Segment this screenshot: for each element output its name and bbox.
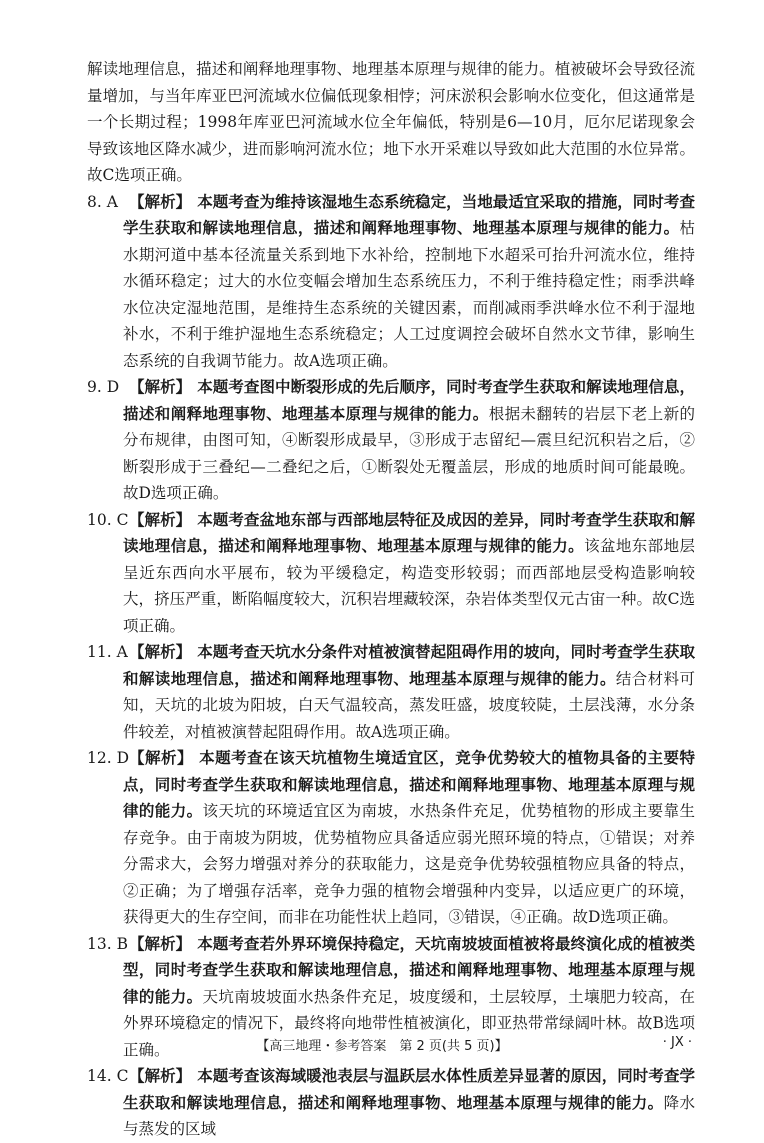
answer-body: 天坑南坡坡面水热条件充足，坡度缓和，土层较厚，土壤肥力较高，在外界环境稳定的情况下，最终将向地带性植被演化，即亚热带常绿阔叶林。故B选项正确。: [123, 987, 695, 1059]
answer-body: 根据未翻转的岩层下老上新的分布规律，由图可知，④断裂形成最早，③形成于志留纪—震旦纪沉积岩之后，②断裂形成于三叠纪—二叠纪之后，①断裂处无覆盖层，形成的地质时间可能最晚。故D选项正确。: [123, 404, 695, 502]
analysis-tag: 【解析】: [129, 748, 194, 767]
answer-lead: 本题考查图中断裂形成的先后顺序，同时考查学生获取和解读地理信息，描述和阐释地理事物、地理基本原理与规律的能力。: [123, 377, 695, 423]
answer-number: 10. C: [87, 510, 129, 529]
answer-lead: 本题考查为维持该湿地生态系统稳定，当地最适宜采取的措施，同时考查学生获取和解读地理信息，描述和阐释地理事物、地理基本原理与规律的能力。: [123, 191, 695, 237]
analysis-tag: 【解析】: [129, 933, 192, 953]
answer-lead: 本题考查若外界环境保持稳定，天坑南坡坡面植被将最终演化成的植被类型，同时考查学生获取和解读地理信息，描述和阐释地理事物、地理基本原理与规律的能力。: [123, 933, 695, 1006]
answer-lead: 本题考查在该天坑植物生境适宜区，竞争优势较大的植物具备的主要特点，同时考查学生获取和解读地理信息，描述和阐释地理事物、地理基本原理与规律的能力。: [123, 748, 695, 820]
answer-text: [123, 639, 695, 745]
answer-lead: 本题考查该海域暖池表层与温跃层水体性质差异显著的原因，同时考查学生获取和解读地理信息，描述和阐释地理事物、地理基本原理与规律的能力。: [123, 1066, 695, 1112]
analysis-tag: 【解析】: [129, 191, 192, 211]
answer-item-10: [87, 507, 695, 640]
answer-body: 该天坑的环境适宜区为南坡，水热条件充足，优势植物的形成主要靠生存竞争。由于南坡为阴坡，优势植物应具备适应弱光照环境的特点，①错误；对养分需求大，会努力增强对养分的获取能力，这是竞争优势较强植物应具备的特点，②正确；为了增强存活率，竞争力强的植物会增强种内变异，以适应更广的环境，获得更大的生存空间，而非在功能性状上趋同，③错误，④正确。故D选项正确。: [123, 802, 695, 926]
answer-item-9: [87, 374, 695, 507]
answer-lead: 本题考查天坑水分条件对植被演替起阻碍作用的坡向，同时考查学生获取和解读地理信息，描述和阐释地理事物、地理基本原理与规律的能力。: [123, 642, 695, 688]
answer-body: 降水与蒸发的区域: [123, 1093, 695, 1138]
answer-number: 11. A: [87, 643, 128, 661]
analysis-tag: 【解析】: [129, 642, 192, 661]
answer-text: [123, 1063, 695, 1143]
answer-number: 12. D: [87, 749, 130, 767]
answer-item-12: [87, 745, 695, 931]
page-footer: [0, 1035, 764, 1055]
answer-body: 枯水期河道中基本径流量关系到地下水补给，控制地下水超采可抬升河流水位，维持水循环稳定；过大的水位变幅会增加生态系统压力，不利于维持稳定性；雨季洪峰水位决定湿地范围，是维持生态系统的关键因素，而削减雨季洪峰水位不利于湿地补水，不利于维护湿地生态系统稳定；人工过度调控会破坏自然水文节律，影响生态系统的自我调节能力。故A选项正确。: [123, 219, 695, 370]
analysis-tag: 【解析】: [129, 377, 192, 396]
answer-lead: 本题考查盆地东部与西部地层特征及成因的差异，同时考查学生获取和解读地理信息，描述和阐释地理事物、地理基本原理与规律的能力。: [123, 509, 695, 555]
answer-text: [123, 189, 695, 375]
answer-item-14: [87, 1063, 695, 1143]
answer-number: 13. B: [87, 934, 128, 953]
answer-number: 8. A: [87, 192, 118, 211]
answer-text: [123, 374, 695, 507]
answer-number: 9. D: [87, 378, 120, 396]
continued-paragraph: 解读地理信息，描述和阐释地理事物、地理基本原理与规律的能力。植被破坏会导致径流量增加，与当年库亚巴河流域水位偏低现象相悖；河床淤积会影响水位变化，但这通常是一个长期过程；1998年库亚巴河流域水位全年偏低，特别是6—10月，厄尔尼诺现象会导致该地区降水减少，进而影响河流水位；地下水开采难以导致如此大范围的水位异常。故C选项正确。: [87, 60, 695, 184]
answer-number: 14. C: [87, 1067, 129, 1085]
answer-text: [123, 507, 695, 640]
answer-content: [87, 56, 695, 1143]
answer-body: 该盆地东部地层呈近东西向水平展布，较为平缓稳定，构造变形较弱；而西部地层受构造影响较大，挤压严重，断陷幅度较大，沉积岩埋藏较深，杂岩体类型仅元古宙一种。故C选项正确。: [123, 537, 695, 635]
footer-code: · JX ·: [662, 1035, 692, 1050]
answer-item-11: [87, 639, 695, 745]
analysis-tag: 【解析】: [129, 1066, 192, 1085]
answer-item-8: [87, 189, 695, 375]
answer-body: 结合材料可知，天坑的北坡为阳坡，白天气温较高，蒸发旺盛，坡度较陡，土层浅薄，水分条件较差，对植被演替起阻碍作用。故A选项正确。: [123, 669, 695, 741]
footer-page-info: 【高三地理・参考答案 第 2 页(共 5 页)】: [256, 1039, 508, 1054]
answer-text: [123, 745, 695, 931]
analysis-tag: 【解析】: [129, 509, 192, 529]
